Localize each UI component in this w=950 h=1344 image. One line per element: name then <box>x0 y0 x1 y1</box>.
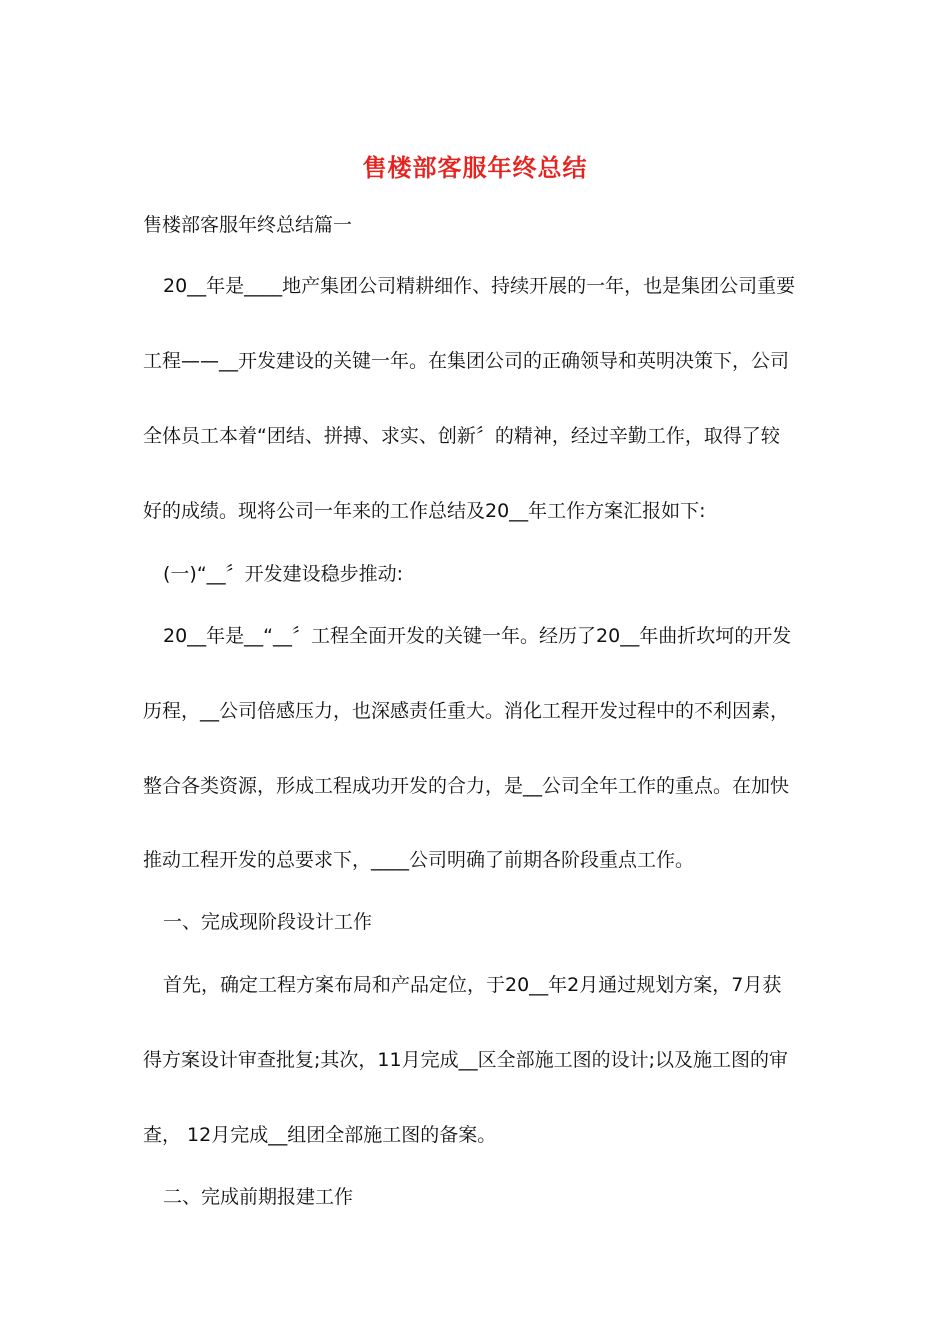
paragraph-line: 得方案设计审查批复;其次，11月完成__区全部施工图的设计;以及施工图的审 <box>143 1049 788 1071</box>
paragraph-line: 历程，__公司倍感压力，也深感责任重大。消化工程开发过程中的不利因素， <box>143 700 790 722</box>
paragraph-line: 查， 12月完成__组团全部施工图的备案。 <box>143 1124 497 1146</box>
paragraph-line: 好的成绩。现将公司一年来的工作总结及20__年工作方案汇报如下: <box>143 500 706 522</box>
section-heading: (一)“__〞开发建设稳步推动: <box>163 563 404 585</box>
subtitle: 售楼部客服年终总结篇一 <box>143 214 353 236</box>
paragraph-line: 首先，确定工程方案布局和产品定位，于20__年2月通过规划方案，7月获 <box>163 974 782 996</box>
paragraph-line: 20__年是____地产集团公司精耕细作、持续开展的一年，也是集团公司重要 <box>163 275 796 297</box>
paragraph-line: 推动工程开发的总要求下，____公司明确了前期各阶段重点工作。 <box>143 849 695 871</box>
item-heading: 二、完成前期报建工作 <box>163 1186 354 1208</box>
paragraph-line: 全体员工本着“团结、拼搏、求实、创新〞的精神，经过辛勤工作，取得了较 <box>143 425 780 447</box>
paragraph-line: 整合各类资源，形成工程成功开发的合力，是__公司全年工作的重点。在加快 <box>143 775 790 797</box>
item-heading: 一、完成现阶段设计工作 <box>163 911 373 933</box>
paragraph-line: 20__年是__“__〞工程全面开发的关键一年。经历了20__年曲折坎坷的开发 <box>163 625 792 647</box>
document-title: 售楼部客服年终总结 <box>362 153 588 182</box>
paragraph-line: 工程——__开发建设的关键一年。在集团公司的正确领导和英明决策下，公司 <box>143 350 790 372</box>
